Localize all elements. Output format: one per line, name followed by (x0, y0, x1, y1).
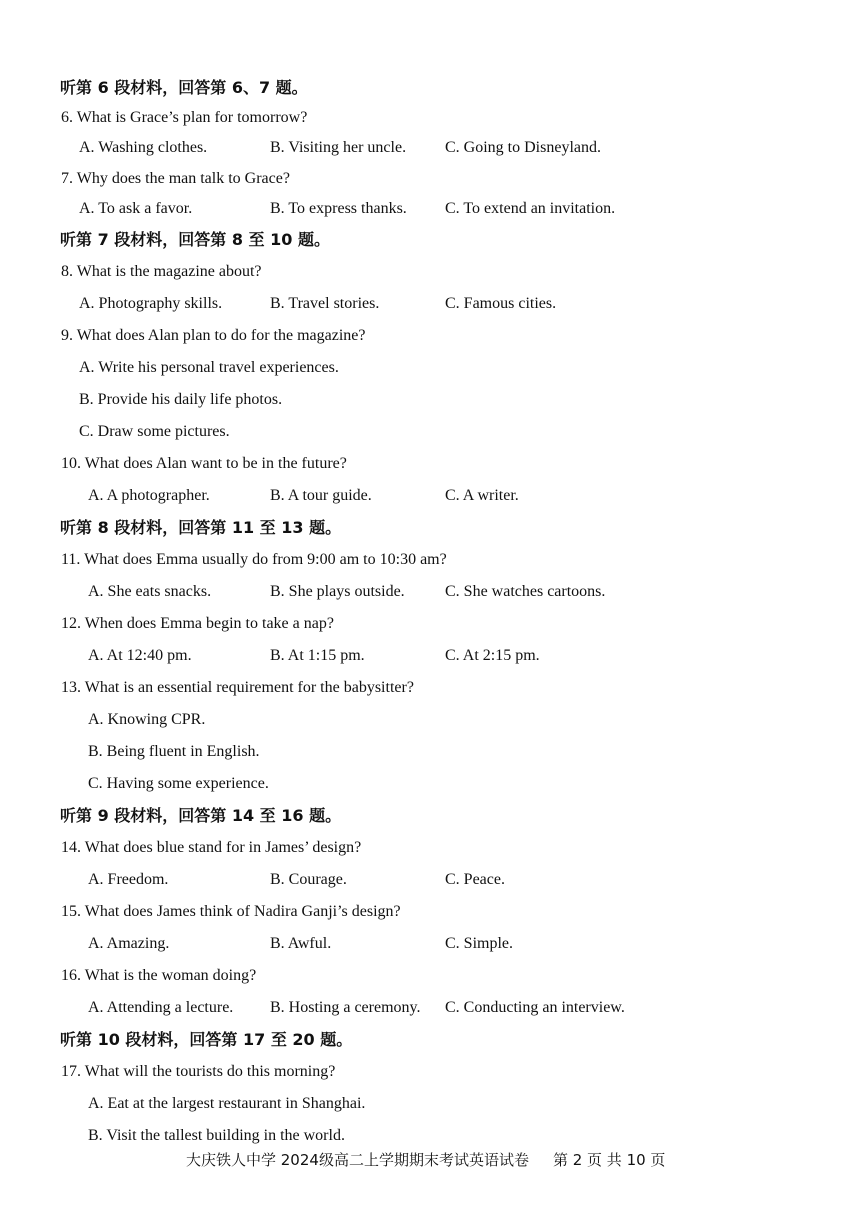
exam-title: 大庆铁人中学 2024级高二上学期期末考试英语试卷 (186, 1151, 529, 1169)
option-c: C. Draw some pictures. (79, 423, 230, 440)
option-c: C. Famous cities. (445, 295, 557, 312)
option-c: C. Conducting an interview. (445, 999, 625, 1016)
option-a: A. To ask a favor. (79, 200, 193, 217)
option-c: C. She watches cartoons. (445, 583, 606, 600)
option-b: B. She plays outside. (270, 583, 405, 600)
section-heading: 听第 10 段材料，回答第 17 至 20 题。 (60, 1030, 353, 1049)
page-footer (186, 1150, 665, 1170)
question-stem: 14. What does blue stand for in James’ design? (61, 839, 362, 856)
option-c: C. A writer. (445, 487, 519, 504)
option-b: B. Visiting her uncle. (270, 139, 407, 156)
option-b: B. Awful. (270, 935, 332, 952)
option-a: A. Write his personal travel experiences. (79, 359, 339, 376)
option-b: B. Being fluent in English. (88, 743, 260, 760)
option-b: B. At 1:15 pm. (270, 647, 365, 664)
question-stem: 10. What does Alan want to be in the future? (61, 455, 347, 472)
option-a: A. At 12:40 pm. (88, 647, 192, 664)
question-stem: 9. What does Alan plan to do for the magazine? (61, 327, 366, 344)
option-b: B. A tour guide. (270, 487, 372, 504)
question-stem: 16. What is the woman doing? (61, 967, 257, 984)
option-c: C. Having some experience. (88, 775, 269, 792)
section-heading: 听第 6 段材料，回答第 6、7 题。 (60, 78, 308, 97)
question-stem: 11. What does Emma usually do from 9:00 am to 10:30 am? (61, 551, 447, 568)
question-stem: 7. Why does the man talk to Grace? (61, 170, 290, 187)
option-a: A. Knowing CPR. (88, 711, 206, 728)
question-stem: 17. What will the tourists do this morning? (61, 1063, 336, 1080)
question-stem: 12. When does Emma begin to take a nap? (61, 615, 334, 632)
question-stem: 8. What is the magazine about? (61, 263, 262, 280)
option-c: C. To extend an invitation. (445, 200, 616, 217)
option-a: A. Attending a lecture. (88, 999, 234, 1016)
option-c: C. Going to Disneyland. (445, 139, 601, 156)
question-stem: 15. What does James think of Nadira Ganji’s design? (61, 903, 401, 920)
option-a: A. Freedom. (88, 871, 169, 888)
section-heading: 听第 8 段材料，回答第 11 至 13 题。 (60, 518, 342, 537)
option-b: B. Courage. (270, 871, 347, 888)
option-b: B. To express thanks. (270, 200, 407, 217)
option-c: C. Simple. (445, 935, 514, 952)
option-b: B. Hosting a ceremony. (270, 999, 421, 1016)
option-a: A. Washing clothes. (79, 139, 208, 156)
section-heading: 听第 9 段材料，回答第 14 至 16 题。 (60, 806, 342, 825)
option-b: B. Provide his daily life photos. (79, 391, 283, 408)
option-c: C. Peace. (445, 871, 505, 888)
option-a: A. Photography skills. (79, 295, 223, 312)
option-a: A. She eats snacks. (88, 583, 212, 600)
section-heading: 听第 7 段材料，回答第 8 至 10 题。 (60, 230, 330, 249)
option-a: A. Eat at the largest restaurant in Shanghai. (88, 1095, 366, 1112)
option-a: A. A photographer. (88, 487, 210, 504)
option-b: B. Visit the tallest building in the world. (88, 1127, 345, 1144)
option-c: C. At 2:15 pm. (445, 647, 540, 664)
question-stem: 13. What is an essential requirement for the babysitter? (61, 679, 414, 696)
question-stem: 6. What is Grace’s plan for tomorrow? (61, 109, 308, 126)
option-a: A. Amazing. (88, 935, 170, 952)
option-b: B. Travel stories. (270, 295, 380, 312)
page-number: 第 2 页 共 10 页 (552, 1151, 666, 1169)
